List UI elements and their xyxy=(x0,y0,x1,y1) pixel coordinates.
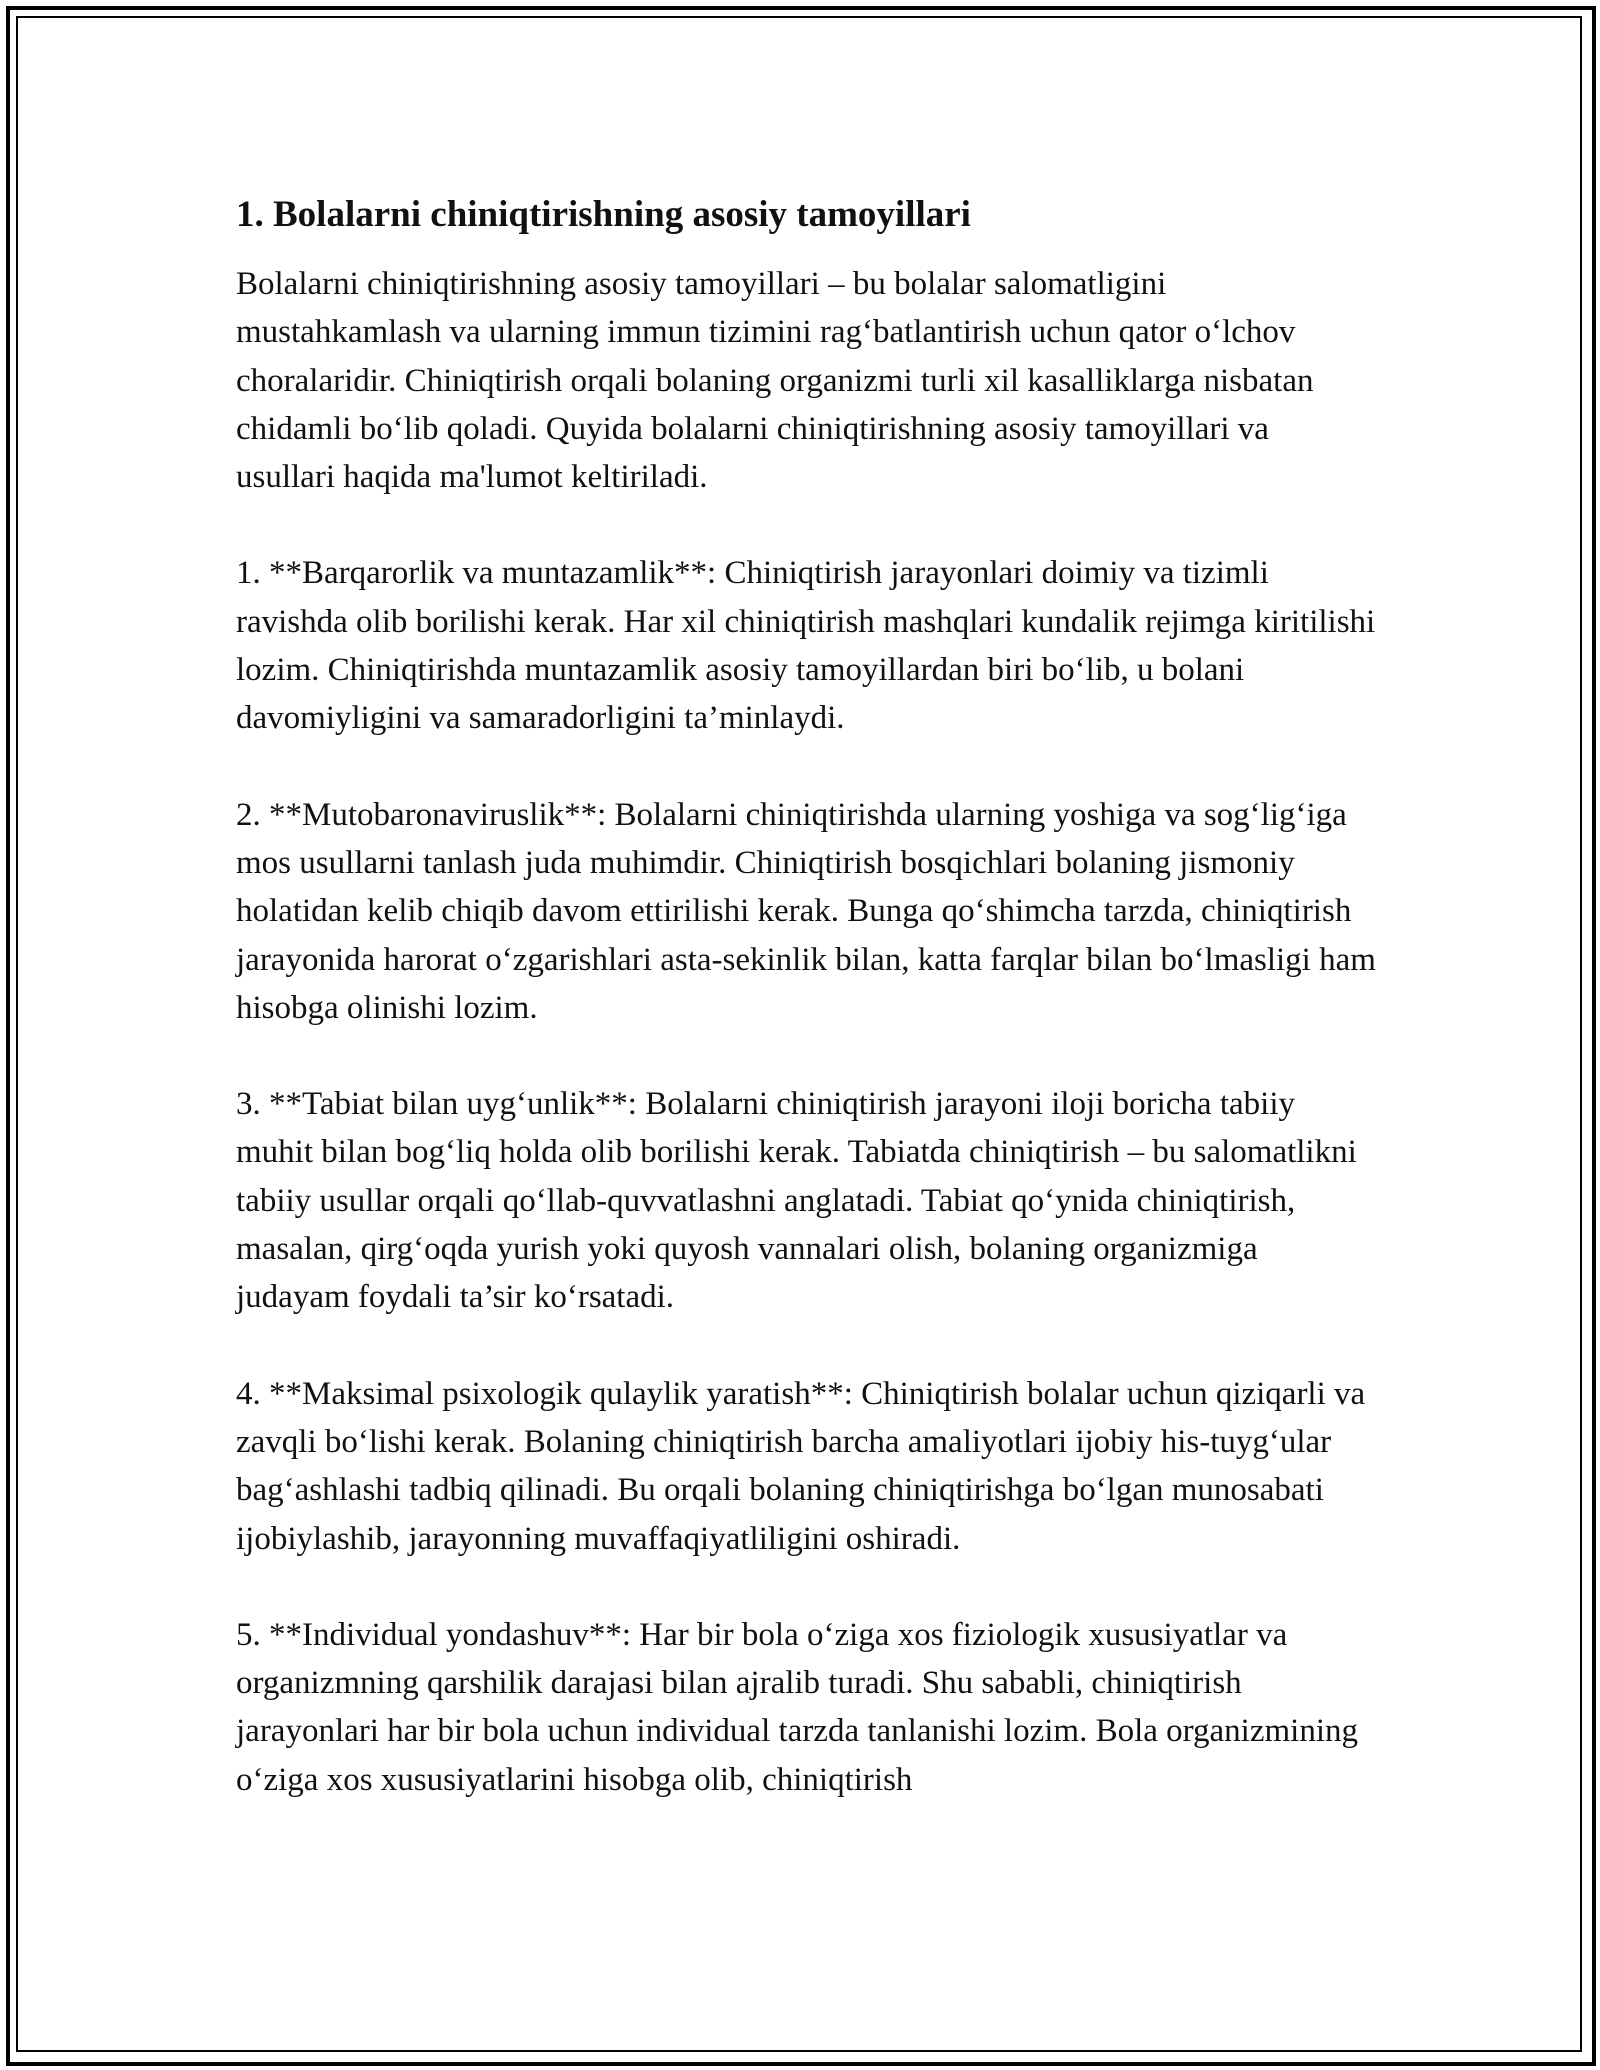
principle-5-paragraph: 5. **Individual yondashuv**: Har bir bola o‘ziga xos fiziologik xususiyatlar va organizmning qarshilik darajasi bilan ajralib turadi. Shu sababli, chiniqtirish jarayonlari har bir bola uchun individual tarzda tanlanishi lozim. Bola organizmining o‘ziga xos xususiyatlarini hisobga olib, chiniqtirish xyxy=(236,1616,1358,1798)
document-body xyxy=(236,190,1376,1852)
intro-paragraph: Bolalarni chiniqtirishning asosiy tamoyillari – bu bolalar salomatligini mustahkamlash va ularning immun tizimini rag‘batlantirish uchun qator o‘lchov choralaridir. Chiniqtirish orqali bolaning organizmi turli xil kasalliklarga nisbatan chidamli bo‘lib qoladi. Quyida bolalarni chiniqtirishning asosiy tamoyillari va usullari haqida ma'lumot keltiriladi. xyxy=(236,266,1314,496)
principle-3-paragraph: 3. **Tabiat bilan uyg‘unlik**: Bolalarni chiniqtirish jarayoni iloji boricha tabiiy muhit bilan bog‘liq holda olib borilishi kerak. Tabiatda chiniqtirish – bu salomatlikni tabiiy usullar orqali qo‘llab-quvvatlashni anglatadi. Tabiat qo‘ynida chiniqtirish, masalan, qirg‘oqda yurish yoki quyosh vannalari olish, bolaning organizmiga judayam foydali ta’sir ko‘rsatadi. xyxy=(236,1086,1357,1316)
principle-4-paragraph: 4. **Maksimal psixologik qulaylik yaratish**: Chiniqtirish bolalar uchun qiziqarli va zavqli bo‘lishi kerak. Bolaning chiniqtirish barcha amaliyotlari ijobiy his-tuyg‘ular bag‘ashlashi tadbiq qilinadi. Bu orqali bolaning chiniqtirishga bo‘lgan munosabati ijobiylashib, jarayonning muvaffaqiyatliligini oshiradi. xyxy=(236,1375,1366,1557)
principle-2-paragraph: 2. **Mutobaronaviruslik**: Bolalarni chiniqtirishda ularning yoshiga va sog‘lig‘iga mos usullarni tanlash juda muhimdir. Chiniqtirish bosqichlari bolaning jismoniy holatidan kelib chiqib davom ettirilishi kerak. Bunga qo‘shimcha tarzda, chiniqtirish jarayonida harorat o‘zgarishlari asta-sekinlik bilan, katta farqlar bilan bo‘lmasligi ham hisobga olinishi lozim. xyxy=(236,796,1376,1026)
principle-1-paragraph: 1. **Barqarorlik va muntazamlik**: Chiniqtirish jarayonlari doimiy va tizimli ravishda olib borilishi kerak. Har xil chiniqtirish mashqlari kundalik rejimga kiritilishi lozim. Chiniqtirishda muntazamlik asosiy tamoyillardan biri bo‘lib, u bolani davomiyligini va samaradorligini ta’minlaydi. xyxy=(236,555,1376,737)
document-title: 1. Bolalarni chiniqtirishning asosiy tamoyillari xyxy=(236,194,971,235)
